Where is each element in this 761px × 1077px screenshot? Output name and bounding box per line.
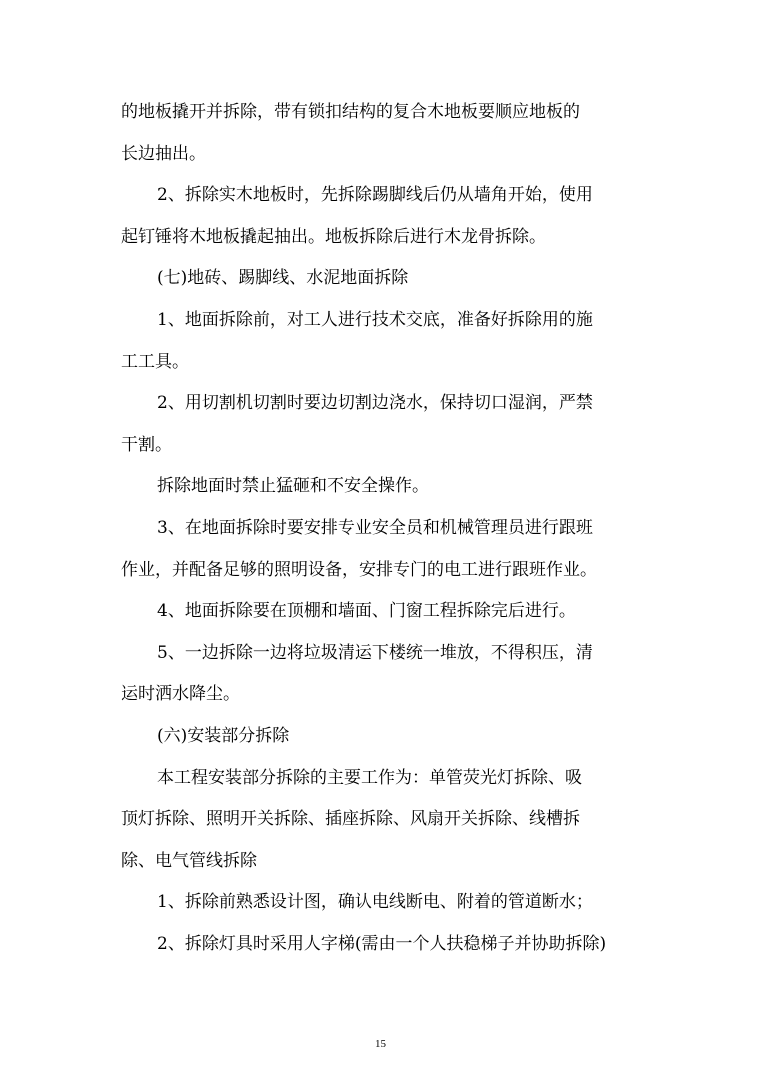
paragraph-line: 4、地面拆除要在顶棚和墙面、门窗工程拆除完后进行。 <box>157 601 576 622</box>
paragraph-line: 拆除地面时禁止猛砸和不安全操作。 <box>157 476 429 497</box>
paragraph-line: 1、拆除前熟悉设计图，确认电线断电、附着的管道断水； <box>157 892 593 913</box>
page-number: 15 <box>375 1038 386 1050</box>
paragraph-line: 长边抽出。 <box>121 143 206 164</box>
paragraph-line: 工工具。 <box>121 351 189 372</box>
paragraph-line: 1、地面拆除前，对工人进行技术交底，准备好拆除用的施 <box>157 309 593 330</box>
body-text <box>121 92 636 965</box>
paragraph-line: 2、拆除实木地板时，先拆除踢脚线后仍从墙角开始，使用 <box>157 185 593 206</box>
paragraph-line: 2、拆除灯具时采用人字梯(需由一个人扶稳梯子并协助拆除) <box>157 933 607 954</box>
section-heading: (六)安装部分拆除 <box>157 725 290 746</box>
paragraph-line: 起钉锤将木地板撬起抽出。地板拆除后进行木龙骨拆除。 <box>121 226 546 247</box>
paragraph-line: 顶灯拆除、照明开关拆除、插座拆除、风扇开关拆除、线槽拆 <box>121 809 580 830</box>
paragraph-line: 的地板撬开并拆除，带有锁扣结构的复合木地板要顺应地板的 <box>121 102 580 122</box>
paragraph-line: 运时洒水降尘。 <box>121 684 240 705</box>
paragraph-line: 2、用切割机切割时要边切割边浇水，保持切口湿润，严禁 <box>157 393 593 414</box>
paragraph-line: 作业，并配备足够的照明设备，安排专门的电工进行跟班作业。 <box>121 559 597 580</box>
paragraph-line: 干割。 <box>121 434 172 455</box>
paragraph-line: 3、在地面拆除时要安排专业安全员和机械管理员进行跟班 <box>157 517 593 538</box>
section-heading: (七)地砖、踢脚线、水泥地面拆除 <box>157 268 409 289</box>
paragraph-line: 本工程安装部分拆除的主要工作为：单管荧光灯拆除、吸 <box>157 767 582 788</box>
paragraph-line: 除、电气管线拆除 <box>121 850 257 871</box>
paragraph-line: 5、一边拆除一边将垃圾清运下楼统一堆放，不得积压，清 <box>157 642 593 663</box>
